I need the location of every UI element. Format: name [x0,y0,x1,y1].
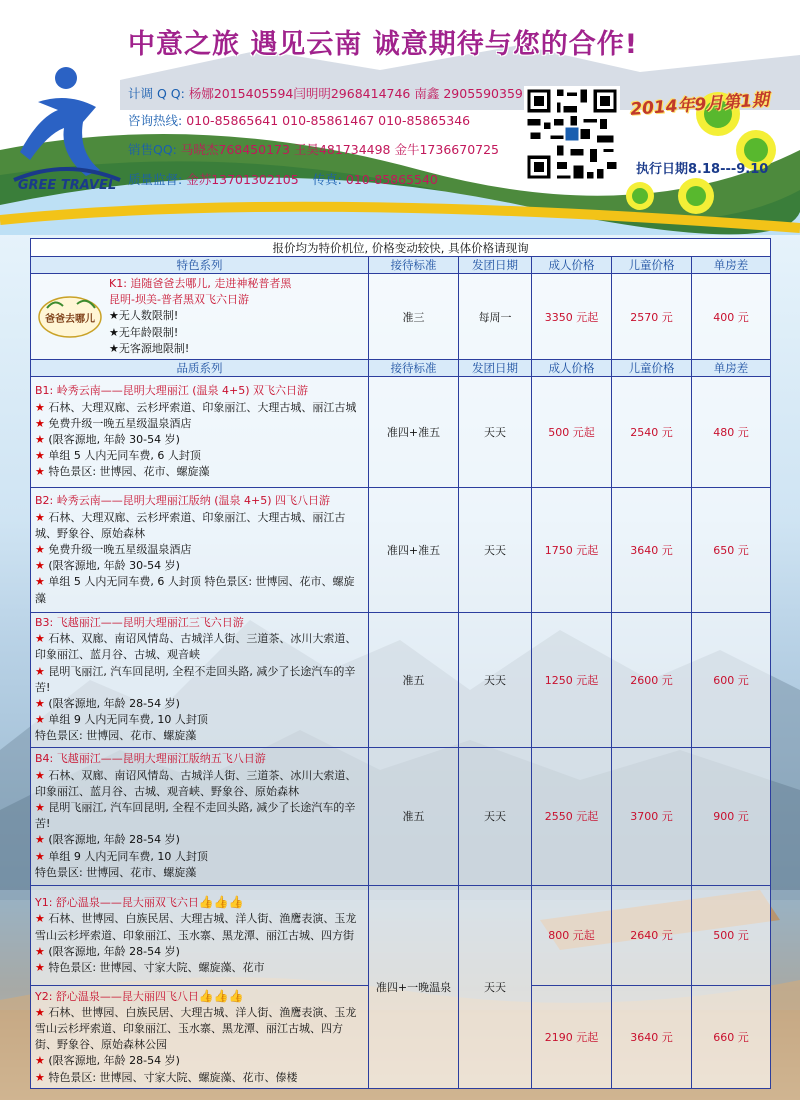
price-table [30,238,771,1089]
star-icon: ★ [35,510,49,524]
route-title-line [35,894,364,911]
special-series-label: 特色系列 [31,257,369,274]
star-icon: ★ [35,960,49,974]
route-line [35,768,364,800]
route-title: Y1: 舒心温泉——昆大丽双飞六日 [35,896,199,910]
b1-date: 天天 [459,377,532,488]
route-line-text: 石林、大理双廊、云杉坪索道、印象丽江、大理古城、丽江古城、野象谷、原始森林 [35,510,346,540]
route-line-text: 石林、世博园、白族民居、大理古城、洋人街、渔鹰表演、玉龙雪山云杉坪索道、印象丽江、玉水寨、黑龙潭、丽江古城、四方街、野象谷、原始森林公园 [35,1005,357,1052]
star-icon: ★ [35,542,49,556]
route-row-b4 [31,747,771,885]
y-date: 天天 [459,885,532,1088]
star-icon: ★ [35,664,49,678]
star-icon: ★ [35,449,49,463]
y2-adult-price: 2190 元起 [532,985,612,1088]
col-standard: 接待标准 [369,360,459,377]
execution-date: 执行日期8.18---9.10 [636,162,769,177]
sales-value: 马晓杰768450173 王昊481734498 金牛1736670725 [180,142,500,157]
star-icon: ★ [35,944,49,958]
route-title-line [35,988,364,1005]
k1-item: ★无人数限制! [109,309,179,323]
y1-single-price: 500 元 [692,885,771,985]
route-line [35,712,364,728]
b2-standard: 准四+准五 [369,488,459,613]
k1-code: K1: [109,277,127,290]
b2-single-price: 650 元 [692,488,771,613]
b3-adult-price: 1250 元起 [532,613,612,748]
svg-text:GREE TRAVEL: GREE TRAVEL [17,178,117,192]
col-single: 单房差 [692,257,771,274]
route-line [35,1005,364,1054]
route-line-text: 昆明飞丽江, 汽车回昆明, 全程不走回头路, 减少了长途汽车的辛苦! [35,800,356,831]
green-travel-logo [8,62,126,192]
route-line-text: 免费升级一晚五星级温泉酒店 [48,416,192,430]
star-icon: ★ [35,1054,49,1068]
y2-child-price: 3640 元 [612,985,692,1088]
b2-child-price: 3640 元 [612,488,692,613]
route-line [35,542,364,558]
route-line-text: 单组 9 人内无同车费, 10 人封顶 [48,713,208,727]
b3-single-price: 600 元 [692,613,771,748]
route-line-text: (限客源地, 年龄 30-54 岁) [48,559,180,573]
route-line-text: 昆明飞丽江, 汽车回昆明, 全程不走回头路, 减少了长途汽车的辛苦! [35,664,356,694]
route-line [35,1070,364,1086]
route-row-y1 [31,885,771,985]
route-line [35,849,364,865]
col-child: 儿童价格 [612,257,692,274]
qq-value: 杨娜2015405594闫明明2968414746 南鑫 2905590359 [188,86,523,101]
star-icon: ★ [35,400,49,414]
hotline-value: 010-85865641 010-85861467 010-85865346 [186,113,471,128]
sales-label: 销售QQ: [128,142,177,157]
route-line-text: (限客源地, 年龄 28-54 岁) [48,1054,180,1068]
thumbs-up-icon: 👍👍👍 [198,895,244,910]
thumbs-up-icon: 👍👍👍 [198,988,244,1003]
route-line-text: 单组 5 人内无同车费, 6 人封顶 [48,449,201,463]
col-date: 发团日期 [459,257,532,274]
b2-date: 天天 [459,488,532,613]
qq-contact-line [128,84,523,102]
route-line-text: (限客源地, 年龄 30-54 岁) [48,433,180,447]
star-icon: ★ [35,433,49,447]
route-line-text: (限客源地, 年龄 28-54 岁) [48,833,180,847]
star-icon: ★ [35,575,49,589]
hotline-line [128,111,470,129]
star-icon: ★ [35,833,49,847]
baba-badge [37,294,103,340]
qq-label: 计调 Q Q: [128,86,185,101]
k1-title: 追随爸爸去哪儿, 走进神秘普者黑 [130,277,292,290]
quality-series-label: 品质系列 [31,360,369,377]
k1-child-price: 2570 元 [612,274,692,360]
col-child: 儿童价格 [612,360,692,377]
route-line [35,1053,364,1069]
route-line [35,432,364,448]
route-line [35,558,364,574]
route-row-b3 [31,613,771,748]
notice-row [31,239,771,257]
route-k1-details [31,274,369,360]
badge-text: 爸爸去哪儿 [45,313,95,325]
special-header-row [31,257,771,274]
k1-item: ★无年龄限制! [109,325,179,339]
route-b3-details [31,613,369,748]
route-line [35,631,364,663]
b3-child-price: 2600 元 [612,613,692,748]
route-y1-details [31,885,369,985]
star-icon: ★ [35,1070,49,1084]
col-adult: 成人价格 [532,257,612,274]
route-title: Y2: 舒心温泉——昆大丽四飞八日 [35,989,199,1003]
route-line [35,574,364,606]
b1-child-price: 2540 元 [612,377,692,488]
hotline-label: 咨询热线: [128,113,183,128]
b4-child-price: 3700 元 [612,747,692,885]
price-notice: 报价均为特价机位, 价格变动较快, 具体价格请现询 [31,239,771,257]
k1-item: ★无客源地限制! [109,341,190,355]
route-line-text: 特色景区: 世博园、花市、螺旋藻 [48,465,210,479]
b1-standard: 准四+准五 [369,377,459,488]
route-line-text: 单组 9 人内无同车费, 10 人封顶 [48,849,208,863]
route-line-text: 特色景区: 世博园、寸家大院、螺旋藻、花市、傣楼 [48,1070,298,1084]
issue-label: 2014年9月第1期 [629,90,770,120]
sales-qq-line [128,140,499,158]
route-line [35,464,364,480]
route-tail: 特色景区: 世博园、花市、螺旋藻 [35,729,197,743]
b4-single-price: 900 元 [692,747,771,885]
route-title: B3: 飞越丽江——昆明大理丽江三飞六日游 [35,616,244,630]
route-line-text: 石林、双廊、南诏风情岛、古城洋人街、三道茶、冰川大索道、印象丽江、蓝月谷、古城、观音峡、野象谷、原始森林 [35,768,357,798]
route-tail: 特色景区: 世博园、花市、螺旋藻 [35,865,197,879]
star-icon: ★ [35,768,49,782]
route-b4-details [31,747,369,885]
col-standard: 接待标准 [369,257,459,274]
route-row-b2 [31,488,771,613]
route-b1-details [31,377,369,488]
b4-date: 天天 [459,747,532,885]
b1-single-price: 480 元 [692,377,771,488]
quality-value: 金苏13701302105 [186,172,299,187]
route-line [35,832,364,848]
price-table-container [30,238,770,1084]
fax-label: 传真: [312,172,342,187]
route-line-text: 免费升级一晚五星级温泉酒店 [48,542,192,556]
star-icon: ★ [35,465,49,479]
route-line [35,960,364,976]
star-icon: ★ [35,559,49,573]
col-single: 单房差 [692,360,771,377]
b3-standard: 准五 [369,613,459,748]
route-line-text: (限客源地, 年龄 28-54 岁) [48,697,180,711]
star-icon: ★ [35,912,49,926]
b1-adult-price: 500 元起 [532,377,612,488]
b4-adult-price: 2550 元起 [532,747,612,885]
col-adult: 成人价格 [532,360,612,377]
route-line [35,664,364,696]
route-line [35,400,364,416]
route-line [35,448,364,464]
qr-code-icon [524,86,620,182]
y1-adult-price: 800 元起 [532,885,612,985]
quality-header-row [31,360,771,377]
star-icon: ★ [35,632,49,646]
route-line [35,944,364,960]
star-icon: ★ [35,1005,49,1019]
route-line-text: (限客源地, 年龄 28-54 岁) [48,944,180,958]
page-title: 中意之旅 遇见云南 诚意期待与您的合作! [128,29,639,60]
y-standard: 准四+一晚温泉 [369,885,459,1088]
route-line [35,800,364,832]
route-line-text: 石林、双廊、南诏风情岛、古城洋人街、三道茶、冰川大索道、印象丽江、蓝月谷、古城、观音峡 [35,632,357,662]
route-line [35,510,364,542]
route-line [35,911,364,943]
route-b2-details [31,488,369,613]
route-line [35,416,364,432]
quality-line [128,170,438,188]
k1-title-line [109,276,291,292]
y1-child-price: 2640 元 [612,885,692,985]
k1-adult-price: 3350 元起 [532,274,612,360]
route-title: B1: 岭秀云南——昆明大理丽江 (温泉 4+5) 双飞六日游 [35,384,309,398]
b4-standard: 准五 [369,747,459,885]
quality-label: 质量监督: [128,172,183,187]
route-line-text: 单组 5 人内无同车费, 6 人封顶 特色景区: 世博园、花市、螺旋藻 [35,575,355,605]
k1-wrap [35,276,364,357]
route-row-k1 [31,274,771,360]
k1-date: 每周一 [459,274,532,360]
b2-adult-price: 1750 元起 [532,488,612,613]
y2-single-price: 660 元 [692,985,771,1088]
route-line-text: 石林、大理双廊、云杉坪索道、印象丽江、大理古城、丽江古城 [48,400,357,414]
k1-subtitle: 昆明-坝美-普者黑双飞六日游 [109,293,249,307]
route-title: B4: 飞越丽江——昆明大理丽江版纳五飞八日游 [35,752,266,766]
header [0,0,800,235]
route-line-text: 石林、世博园、白族民居、大理古城、洋人街、渔鹰表演、玉龙雪山云杉坪索道、印象丽江、玉水寨、黑龙潭、丽江古城、四方街 [35,912,357,942]
star-icon: ★ [35,416,49,430]
star-icon: ★ [35,849,49,863]
star-icon: ★ [35,697,49,711]
route-row-b1 [31,377,771,488]
route-line-text: 特色景区: 世博园、寸家大院、螺旋藻、花市 [48,960,265,974]
b3-date: 天天 [459,613,532,748]
star-icon: ★ [35,713,49,727]
route-line [35,696,364,712]
k1-text [109,276,291,357]
fax-value: 010-85865540 [345,172,438,187]
route-title: B2: 岭秀云南——昆明大理丽江版纳 (温泉 4+5) 四飞八日游 [35,494,331,508]
k1-single-price: 400 元 [692,274,771,360]
k1-standard: 准三 [369,274,459,360]
route-y2-details [31,985,369,1088]
col-date: 发团日期 [459,360,532,377]
star-icon: ★ [35,800,49,814]
